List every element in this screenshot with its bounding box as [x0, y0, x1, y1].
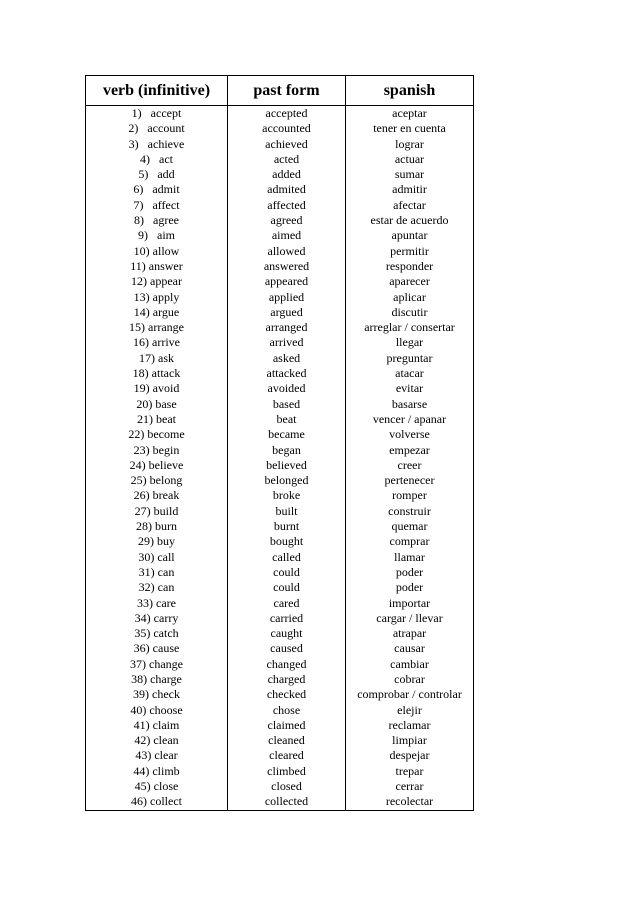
spanish-cell: comprar	[346, 534, 474, 549]
past-form-cell: built	[228, 504, 346, 519]
verb-cell: 34) carry	[86, 611, 228, 626]
past-form-cell: acted	[228, 152, 346, 167]
table-row	[86, 381, 474, 396]
spanish-cell: estar de acuerdo	[346, 213, 474, 228]
table-row	[86, 259, 474, 274]
verb-cell: 3) achieve	[86, 137, 228, 152]
spanish-cell: elejir	[346, 703, 474, 718]
verb-cell: 36) cause	[86, 641, 228, 656]
spanish-cell: causar	[346, 641, 474, 656]
past-form-cell: carried	[228, 611, 346, 626]
spanish-cell: admitir	[346, 182, 474, 197]
spanish-cell: atacar	[346, 366, 474, 381]
table-row	[86, 687, 474, 702]
verb-table	[85, 75, 474, 811]
spanish-cell: construir	[346, 504, 474, 519]
past-form-cell: burnt	[228, 519, 346, 534]
spanish-cell: actuar	[346, 152, 474, 167]
table-row	[86, 121, 474, 136]
past-form-cell: began	[228, 443, 346, 458]
table-row	[86, 458, 474, 473]
header-spanish: spanish	[346, 76, 474, 106]
past-form-cell: called	[228, 550, 346, 565]
table-row	[86, 182, 474, 197]
spanish-cell: afectar	[346, 198, 474, 213]
table-row	[86, 152, 474, 167]
verb-cell: 6) admit	[86, 182, 228, 197]
verb-cell: 9) aim	[86, 228, 228, 243]
past-form-cell: affected	[228, 198, 346, 213]
past-form-cell: caused	[228, 641, 346, 656]
verb-cell: 20) base	[86, 397, 228, 412]
spanish-cell: creer	[346, 458, 474, 473]
table-row	[86, 748, 474, 763]
spanish-cell: tener en cuenta	[346, 121, 474, 136]
past-form-cell: closed	[228, 779, 346, 794]
table-row	[86, 733, 474, 748]
table-row	[86, 580, 474, 595]
verb-cell: 27) build	[86, 504, 228, 519]
spanish-cell: arreglar / consertar	[346, 320, 474, 335]
table-row	[86, 550, 474, 565]
verb-cell: 18) attack	[86, 366, 228, 381]
verb-cell: 5) add	[86, 167, 228, 182]
spanish-cell: trepar	[346, 764, 474, 779]
spanish-cell: basarse	[346, 397, 474, 412]
past-form-cell: climbed	[228, 764, 346, 779]
spanish-cell: preguntar	[346, 351, 474, 366]
past-form-cell: added	[228, 167, 346, 182]
verb-cell: 46) collect	[86, 794, 228, 810]
past-form-cell: argued	[228, 305, 346, 320]
table-row	[86, 641, 474, 656]
spanish-cell: lograr	[346, 137, 474, 152]
table-row	[86, 519, 474, 534]
verb-cell: 14) argue	[86, 305, 228, 320]
verb-cell: 38) charge	[86, 672, 228, 687]
verb-cell: 33) care	[86, 596, 228, 611]
verb-cell: 23) begin	[86, 443, 228, 458]
past-form-cell: charged	[228, 672, 346, 687]
table-body	[86, 106, 474, 811]
past-form-cell: appeared	[228, 274, 346, 289]
past-form-cell: cleaned	[228, 733, 346, 748]
verb-cell: 39) check	[86, 687, 228, 702]
past-form-cell: collected	[228, 794, 346, 810]
table-row	[86, 764, 474, 779]
spanish-cell: aparecer	[346, 274, 474, 289]
verb-cell: 1) accept	[86, 106, 228, 122]
table-row	[86, 443, 474, 458]
table-row	[86, 703, 474, 718]
past-form-cell: attacked	[228, 366, 346, 381]
past-form-cell: broke	[228, 488, 346, 503]
spanish-cell: llamar	[346, 550, 474, 565]
past-form-cell: caught	[228, 626, 346, 641]
verb-cell: 30) call	[86, 550, 228, 565]
past-form-cell: asked	[228, 351, 346, 366]
spanish-cell: aplicar	[346, 290, 474, 305]
verb-cell: 37) change	[86, 657, 228, 672]
table-row	[86, 167, 474, 182]
spanish-cell: cambiar	[346, 657, 474, 672]
spanish-cell: aceptar	[346, 106, 474, 122]
past-form-cell: checked	[228, 687, 346, 702]
past-form-cell: changed	[228, 657, 346, 672]
spanish-cell: responder	[346, 259, 474, 274]
past-form-cell: arranged	[228, 320, 346, 335]
verb-cell: 45) close	[86, 779, 228, 794]
past-form-cell: accepted	[228, 106, 346, 122]
verb-cell: 31) can	[86, 565, 228, 580]
spanish-cell: atrapar	[346, 626, 474, 641]
verb-cell: 42) clean	[86, 733, 228, 748]
verb-cell: 8) agree	[86, 213, 228, 228]
spanish-cell: quemar	[346, 519, 474, 534]
spanish-cell: empezar	[346, 443, 474, 458]
spanish-cell: comprobar / controlar	[346, 687, 474, 702]
verb-cell: 25) belong	[86, 473, 228, 488]
past-form-cell: claimed	[228, 718, 346, 733]
spanish-cell: limpiar	[346, 733, 474, 748]
past-form-cell: accounted	[228, 121, 346, 136]
past-form-cell: allowed	[228, 244, 346, 259]
table-row	[86, 137, 474, 152]
table-row	[86, 626, 474, 641]
table-row	[86, 611, 474, 626]
past-form-cell: achieved	[228, 137, 346, 152]
table-row	[86, 473, 474, 488]
past-form-cell: applied	[228, 290, 346, 305]
table-row	[86, 320, 474, 335]
spanish-cell: cobrar	[346, 672, 474, 687]
verb-cell: 41) claim	[86, 718, 228, 733]
spanish-cell: cerrar	[346, 779, 474, 794]
past-form-cell: could	[228, 580, 346, 595]
table-row	[86, 397, 474, 412]
verb-cell: 32) can	[86, 580, 228, 595]
spanish-cell: pertenecer	[346, 473, 474, 488]
verb-cell: 43) clear	[86, 748, 228, 763]
past-form-cell: agreed	[228, 213, 346, 228]
verb-cell: 4) act	[86, 152, 228, 167]
table-row	[86, 244, 474, 259]
table-row	[86, 412, 474, 427]
spanish-cell: reclamar	[346, 718, 474, 733]
table-row	[86, 779, 474, 794]
verb-cell: 26) break	[86, 488, 228, 503]
spanish-cell: volverse	[346, 427, 474, 442]
table-row	[86, 351, 474, 366]
verb-cell: 19) avoid	[86, 381, 228, 396]
table-row	[86, 106, 474, 122]
verb-cell: 7) affect	[86, 198, 228, 213]
table-row	[86, 366, 474, 381]
past-form-cell: could	[228, 565, 346, 580]
header-verb-infinitive: verb (infinitive)	[86, 76, 228, 106]
verb-cell: 21) beat	[86, 412, 228, 427]
table-row	[86, 290, 474, 305]
verb-cell: 44) climb	[86, 764, 228, 779]
verb-cell: 22) become	[86, 427, 228, 442]
table-row	[86, 488, 474, 503]
verb-cell: 11) answer	[86, 259, 228, 274]
verb-cell: 16) arrive	[86, 335, 228, 350]
table-row	[86, 534, 474, 549]
spanish-cell: poder	[346, 580, 474, 595]
past-form-cell: based	[228, 397, 346, 412]
table-row	[86, 718, 474, 733]
table-row	[86, 335, 474, 350]
verb-cell: 29) buy	[86, 534, 228, 549]
spanish-cell: despejar	[346, 748, 474, 763]
past-form-cell: arrived	[228, 335, 346, 350]
header-row	[86, 76, 474, 106]
table-row	[86, 427, 474, 442]
verb-cell: 13) apply	[86, 290, 228, 305]
table-row	[86, 213, 474, 228]
past-form-cell: cleared	[228, 748, 346, 763]
spanish-cell: recolectar	[346, 794, 474, 810]
table-row	[86, 274, 474, 289]
spanish-cell: sumar	[346, 167, 474, 182]
verb-cell: 40) choose	[86, 703, 228, 718]
spanish-cell: apuntar	[346, 228, 474, 243]
verb-cell: 12) appear	[86, 274, 228, 289]
past-form-cell: cared	[228, 596, 346, 611]
table-row	[86, 794, 474, 810]
table-row	[86, 305, 474, 320]
past-form-cell: answered	[228, 259, 346, 274]
past-form-cell: chose	[228, 703, 346, 718]
header-past-form: past form	[228, 76, 346, 106]
table-row	[86, 657, 474, 672]
verb-cell: 35) catch	[86, 626, 228, 641]
past-form-cell: admited	[228, 182, 346, 197]
spanish-cell: vencer / apanar	[346, 412, 474, 427]
past-form-cell: beat	[228, 412, 346, 427]
table-row	[86, 565, 474, 580]
verb-cell: 17) ask	[86, 351, 228, 366]
table-row	[86, 198, 474, 213]
verb-cell: 15) arrange	[86, 320, 228, 335]
table-row	[86, 228, 474, 243]
verb-cell: 2) account	[86, 121, 228, 136]
table-row	[86, 504, 474, 519]
spanish-cell: poder	[346, 565, 474, 580]
past-form-cell: avoided	[228, 381, 346, 396]
spanish-cell: romper	[346, 488, 474, 503]
table-row	[86, 672, 474, 687]
verb-cell: 24) believe	[86, 458, 228, 473]
table-row	[86, 596, 474, 611]
verb-cell: 28) burn	[86, 519, 228, 534]
past-form-cell: belonged	[228, 473, 346, 488]
verb-cell: 10) allow	[86, 244, 228, 259]
spanish-cell: cargar / llevar	[346, 611, 474, 626]
spanish-cell: discutir	[346, 305, 474, 320]
past-form-cell: bought	[228, 534, 346, 549]
past-form-cell: became	[228, 427, 346, 442]
spanish-cell: llegar	[346, 335, 474, 350]
past-form-cell: aimed	[228, 228, 346, 243]
spanish-cell: evitar	[346, 381, 474, 396]
spanish-cell: permitir	[346, 244, 474, 259]
spanish-cell: importar	[346, 596, 474, 611]
past-form-cell: believed	[228, 458, 346, 473]
